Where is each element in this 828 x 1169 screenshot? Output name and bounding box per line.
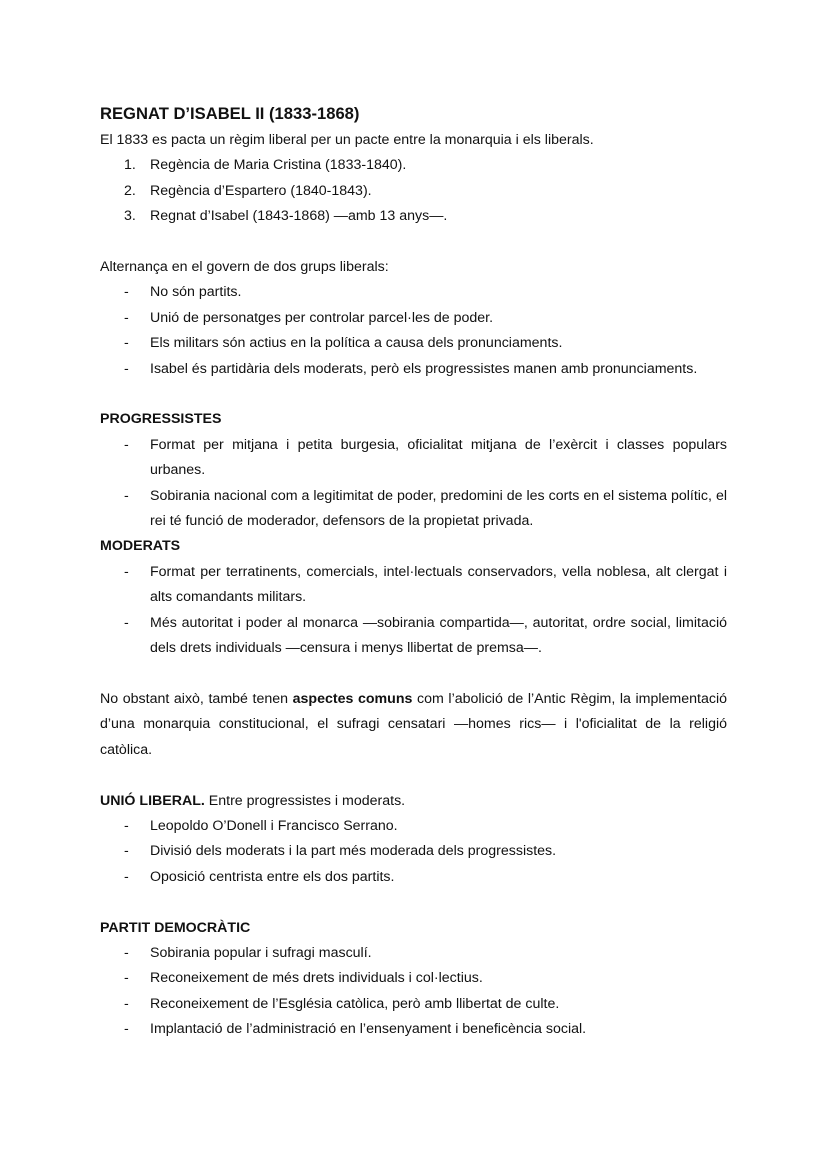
list-item: - Format per mitjana i petita burgesia, oficialitat mitjana de l’exèrcit i classes populars urbanes. bbox=[100, 433, 727, 484]
list-item: - Leopoldo O’Donell i Francisco Serrano. bbox=[100, 814, 727, 839]
section-heading-unio-liberal: UNIÓ LIBERAL. bbox=[100, 792, 205, 809]
list-item: - Reconeixement de l’Església catòlica, però amb llibertat de culte. bbox=[100, 992, 727, 1017]
democratic-list bbox=[100, 941, 727, 1043]
list-item: - Sobirania popular i sufragi masculí. bbox=[100, 941, 727, 966]
dash-bullet: - bbox=[124, 995, 129, 1012]
document-title: REGNAT D’ISABEL II (1833-1868) bbox=[100, 104, 360, 123]
section-heading-partit-democratic: PARTIT DEMOCRÀTIC bbox=[100, 919, 251, 936]
moderats-list bbox=[100, 560, 727, 662]
dash-bullet: - bbox=[124, 1021, 129, 1038]
dash-bullet: - bbox=[124, 970, 129, 987]
periods-list bbox=[100, 153, 727, 229]
dash-bullet: - bbox=[124, 436, 129, 453]
list-item: - Més autoritat i poder al monarca —sobirania compartida—, autoritat, ordre social, limitació dels drets individuals —censura i menys llibertat de premsa—. bbox=[100, 611, 727, 662]
section-heading-progressistes: PROGRESSISTES bbox=[100, 411, 222, 428]
dash-bullet: - bbox=[124, 614, 129, 631]
list-item: - Els militars són actius en la política a causa dels pronunciaments. bbox=[100, 331, 727, 356]
section-heading-moderats: MODERATS bbox=[100, 538, 181, 555]
spacer bbox=[100, 763, 727, 788]
document-page bbox=[100, 100, 727, 1043]
list-item: - Unió de personatges per controlar parcel·les de poder. bbox=[100, 306, 727, 331]
dash-bullet: - bbox=[124, 487, 129, 504]
list-item: - No són partits. bbox=[100, 280, 727, 305]
dash-bullet: - bbox=[124, 360, 129, 377]
spacer bbox=[100, 662, 727, 687]
dash-bullet: - bbox=[124, 843, 129, 860]
spacer bbox=[100, 230, 727, 255]
list-number: 1. bbox=[124, 157, 136, 174]
dash-bullet: - bbox=[124, 817, 129, 834]
list-item: - Isabel és partidària dels moderats, però els progressistes manen amb pronunciaments. bbox=[100, 357, 727, 382]
spacer bbox=[100, 382, 727, 407]
list-item: - Oposició centrista entre els dos partits. bbox=[100, 865, 727, 890]
list-item: - Divisió dels moderats i la part més moderada dels progressistes. bbox=[100, 839, 727, 864]
intro-paragraph: El 1833 es pacta un règim liberal per un pacte entre la monarquia i els liberals. bbox=[100, 132, 594, 148]
dash-bullet: - bbox=[124, 284, 129, 301]
alternance-list bbox=[100, 280, 727, 382]
progressistes-list bbox=[100, 433, 727, 535]
list-item: 2. Regència d’Espartero (1840-1843). bbox=[100, 179, 727, 204]
common-aspects-paragraph: No obstant això, també tenen aspectes comuns com l’abolició de l’Antic Règim, la implementació d’una monarquia constitucional, el sufragi censatari —homes rics— i l'oficialitat de la religió catòlica. bbox=[100, 690, 727, 758]
dash-bullet: - bbox=[124, 868, 129, 885]
list-item: - Sobirania nacional com a legitimitat de poder, predomini de les corts en el sistema polític, el rei té funció de moderador, defensors de la propietat privada. bbox=[100, 484, 727, 535]
alternance-lead: Alternança en el govern de dos grups liberals: bbox=[100, 259, 389, 276]
unio-liberal-lead: UNIÓ LIBERAL. Entre progressistes i moderats. bbox=[100, 792, 406, 809]
dash-bullet: - bbox=[124, 944, 129, 961]
emphasis: aspectes comuns bbox=[292, 690, 413, 707]
list-number: 2. bbox=[124, 182, 136, 199]
dash-bullet: - bbox=[124, 563, 129, 580]
unio-list bbox=[100, 814, 727, 890]
spacer bbox=[100, 890, 727, 915]
dash-bullet: - bbox=[124, 309, 129, 326]
list-item: 3. Regnat d’Isabel (1843-1868) —amb 13 anys—. bbox=[100, 204, 727, 229]
dash-bullet: - bbox=[124, 335, 129, 352]
list-item: - Reconeixement de més drets individuals i col·lectius. bbox=[100, 966, 727, 991]
list-item: - Implantació de l’administració en l’ensenyament i beneficència social. bbox=[100, 1017, 727, 1042]
list-number: 3. bbox=[124, 208, 136, 225]
list-item: - Format per terratinents, comercials, intel·lectuals conservadors, vella noblesa, alt clergat i alts comandants militars. bbox=[100, 560, 727, 611]
list-item: 1. Regència de Maria Cristina (1833-1840). bbox=[100, 153, 727, 178]
